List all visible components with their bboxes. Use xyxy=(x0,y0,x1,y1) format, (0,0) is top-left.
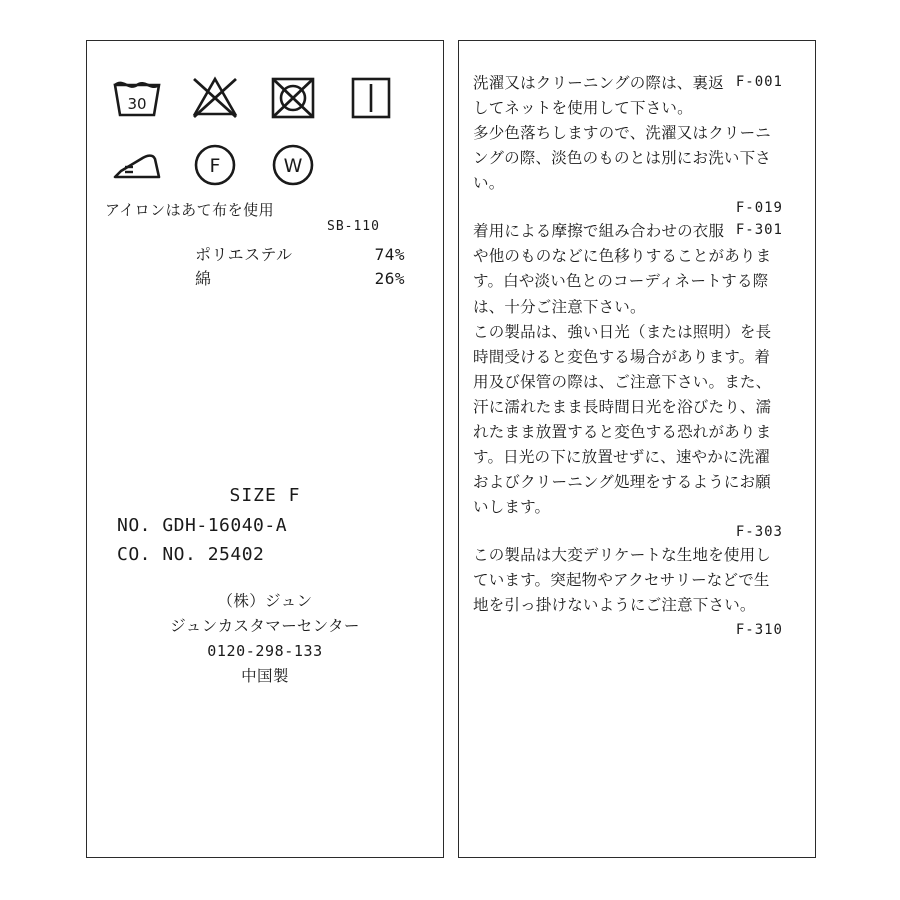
care-paragraph xyxy=(473,543,783,641)
country-of-origin: 中国製 xyxy=(241,666,289,685)
company-block xyxy=(87,589,443,689)
iron-low-icon xyxy=(109,137,165,193)
care-paragraph-text: 多少色落ちしますので、洗濯又はクリーニングの際、淡色のものとは別にお洗い下さい。 xyxy=(473,124,771,193)
customer-center-name: ジュンカスタマーセンター xyxy=(170,617,360,636)
wet-clean-w-icon xyxy=(265,137,321,193)
iron-note-text: アイロンはあて布を使用 xyxy=(105,201,275,219)
care-paragraph xyxy=(473,320,783,544)
fabric-composition-table xyxy=(195,243,405,291)
care-paragraph-text: 洗濯又はクリーニングの際は、裏返してネットを使用して下さい。 xyxy=(473,74,724,118)
right-label-panel xyxy=(458,40,816,858)
care-symbol-row-2 xyxy=(109,137,321,193)
care-code: F-310 xyxy=(735,621,783,638)
svg-text:W: W xyxy=(283,155,303,177)
sb-code-text: SB-110 xyxy=(327,219,380,234)
care-code: F-001 xyxy=(735,74,783,90)
wash-30-icon xyxy=(109,69,165,125)
care-symbol-row-1 xyxy=(109,69,399,125)
composition-percent: 26% xyxy=(374,269,405,288)
composition-row xyxy=(195,267,405,291)
composition-row xyxy=(195,243,405,267)
no-bleach-icon xyxy=(187,69,243,125)
composition-material: ポリエステル xyxy=(195,245,293,264)
care-paragraph xyxy=(473,121,783,219)
care-paragraph xyxy=(473,71,783,121)
size-label: SIZE F xyxy=(229,485,301,506)
care-code: F-303 xyxy=(735,523,783,540)
company-name: （株）ジュン xyxy=(217,592,313,610)
customer-center-phone[interactable]: 0120-298-133 xyxy=(207,642,323,661)
svg-text:F: F xyxy=(209,155,221,177)
care-paragraph xyxy=(473,219,783,319)
co-number: CO. NO. 25402 xyxy=(117,544,265,566)
left-label-panel xyxy=(86,40,444,858)
care-code: F-019 xyxy=(735,199,783,216)
product-number: NO. GDH-16040-A xyxy=(117,514,288,536)
care-paragraph-text: この製品は、強い日光（または照明）を長時間受けると変色する場合があります。着用及び保管の際は、ご注意下さい。また、汗に濡れたまま長時間日光を浴びたり、濡れたまま放置すると変色する恐れがあります。日光の下に放置せずに、速やかに洗濯およびクリーニング処理をするようにお願いします。 xyxy=(473,322,772,517)
svg-text:30: 30 xyxy=(127,95,147,113)
composition-material: 綿 xyxy=(195,269,212,288)
no-tumble-dry-icon xyxy=(265,69,321,125)
dry-clean-f-icon xyxy=(187,137,243,193)
drip-dry-icon xyxy=(343,69,399,125)
identification-block xyxy=(87,481,443,570)
care-paragraph-text: この製品は大変デリケートな生地を使用しています。突起物やアクセサリーなどで生地を引っ掛けないようにご注意下さい。 xyxy=(473,546,771,615)
care-paragraph-text: 着用による摩擦で組み合わせの衣服や他のものなどに色移りすることがあります。白や淡い色とのコーディネートする際は、十分ご注意下さい。 xyxy=(473,222,772,316)
composition-percent: 74% xyxy=(374,245,405,264)
care-code: F-301 xyxy=(735,222,783,239)
care-instructions-list xyxy=(473,71,783,641)
